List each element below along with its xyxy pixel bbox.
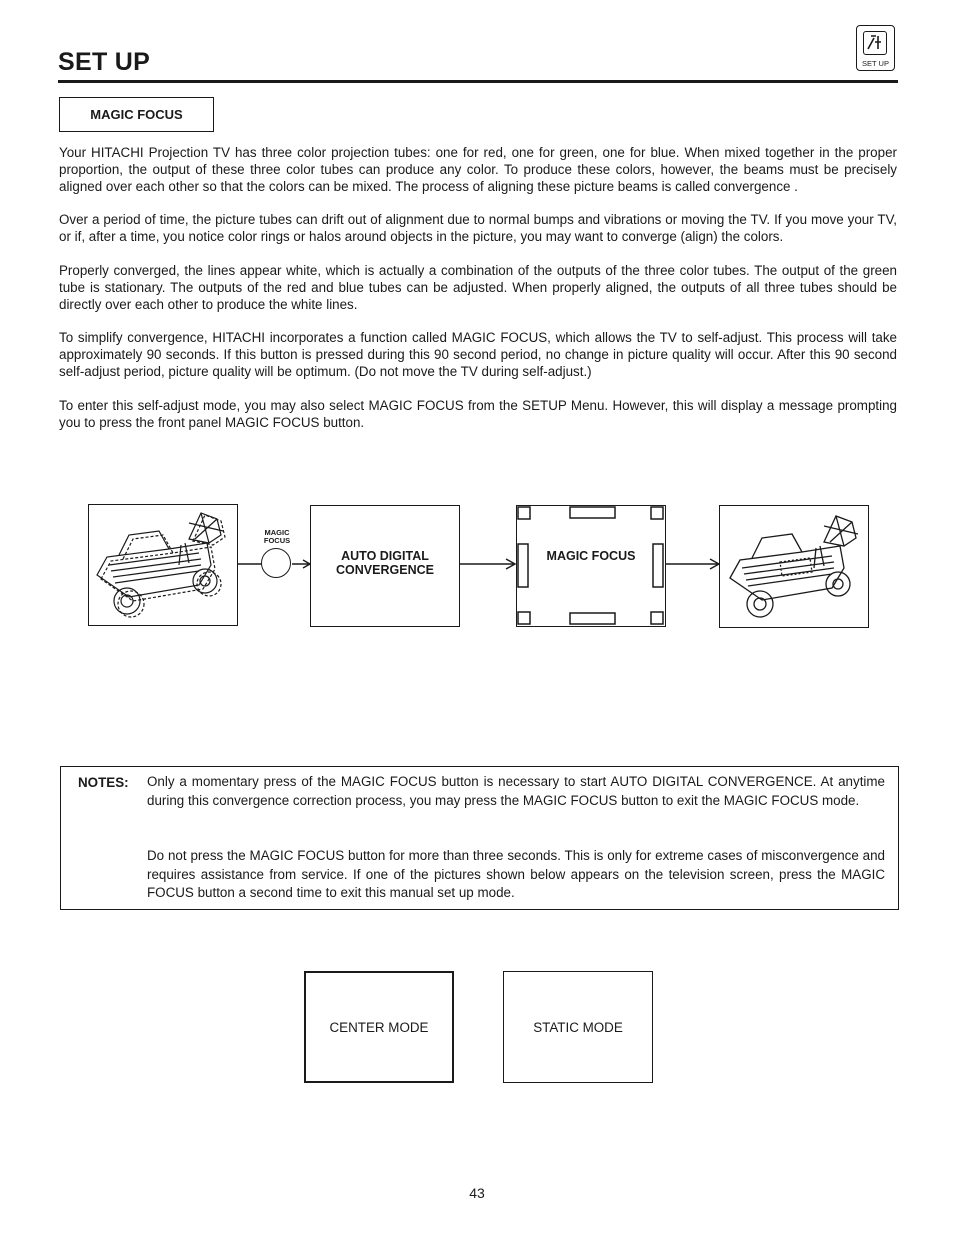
magic-focus-pattern-label: MAGIC FOCUS	[546, 549, 636, 563]
convergence-label-line2: CONVERGENCE	[336, 563, 434, 577]
page-title: SET UP	[58, 48, 151, 76]
title-rule	[58, 80, 898, 83]
tv-screen-icon	[863, 31, 887, 55]
note-manual-setup: Do not press the MAGIC FOCUS button for more than three seconds. This is only for extreme cases of misconvergence and requires assistance from service. If one of the pictures shown below appears on the television screen, press the MAGIC FOCUS button a second time to exit this manual set up mode.	[147, 848, 885, 900]
paragraph-intro: Your HITACHI Projection TV has three color projection tubes: one for red, one for green, one for blue. When mixed together in the proper proportion, the output of these three color tubes can produce any color. To produce these colors, however, the beams must be precisely aligned over each other so that the colors can be mixed. The process of aligning these picture beams is called convergence .	[59, 145, 897, 194]
magic-focus-button	[261, 548, 291, 578]
setup-section-icon	[856, 25, 895, 71]
note-momentary-press: Only a momentary press of the MAGIC FOCUS button is necessary to start AUTO DIGITAL CONVERGENCE. At anytime during this convergence correction process, you may press the MAGIC FOCUS button to exit the MAGIC FOCUS mode.	[147, 774, 885, 808]
paragraph-magic-focus: To simplify convergence, HITACHI incorporates a function called MAGIC FOCUS, which allows the TV to self-adjust. This process will take approximately 90 seconds. If this button is pressed during this 90 second period, no change in picture quality will occur. After this 90 second self-adjust period, picture quality will be optimum. (Do not move the TV during self-adjust.)	[59, 330, 897, 379]
magic-focus-pattern-box	[516, 505, 666, 627]
before-picture	[88, 504, 238, 626]
notes-box	[60, 766, 899, 910]
paragraph-converged: Properly converged, the lines appear white, which is actually a combination of the outputs of the three color tubes. The output of the green tube is stationary. The outputs of the red and blue tubes can be adjusted. When properly aligned, the outputs of all three tubes should be directly over each other to produce the white lines.	[59, 263, 897, 312]
after-picture	[719, 505, 869, 628]
arrow-to-pattern	[460, 550, 518, 578]
tools-icon	[864, 32, 885, 53]
paragraph-setup-menu: To enter this self-adjust mode, you may also select MAGIC FOCUS from the SETUP Menu. However, this will display a message prompting you to press the front panel MAGIC FOCUS button.	[59, 398, 897, 430]
notes-label: NOTES:	[78, 775, 129, 790]
auto-digital-convergence-box	[310, 505, 460, 627]
magic-focus-button-label: MAGIC FOCUS	[263, 528, 291, 545]
convergence-label-line1: AUTO DIGITAL	[341, 549, 429, 563]
arrow-to-result	[666, 550, 722, 578]
page-number: 43	[469, 1185, 485, 1201]
paragraph-drift: Over a period of time, the picture tubes can drift out of alignment due to normal bumps and vibrations or moving the TV. If you move your TV, or if, after a time, you notice color rings or halos around objects in the picture, you may want to converge (align) the colors.	[59, 212, 897, 244]
center-mode-box: CENTER MODE	[304, 971, 454, 1083]
misconverged-scene-illustration	[89, 505, 236, 624]
converged-scene-illustration	[720, 506, 867, 626]
static-mode-box: STATIC MODE	[503, 971, 653, 1083]
setup-icon-label: SET UP	[862, 59, 889, 68]
convergence-pattern-markers	[517, 506, 664, 625]
section-heading: MAGIC FOCUS	[59, 97, 214, 132]
